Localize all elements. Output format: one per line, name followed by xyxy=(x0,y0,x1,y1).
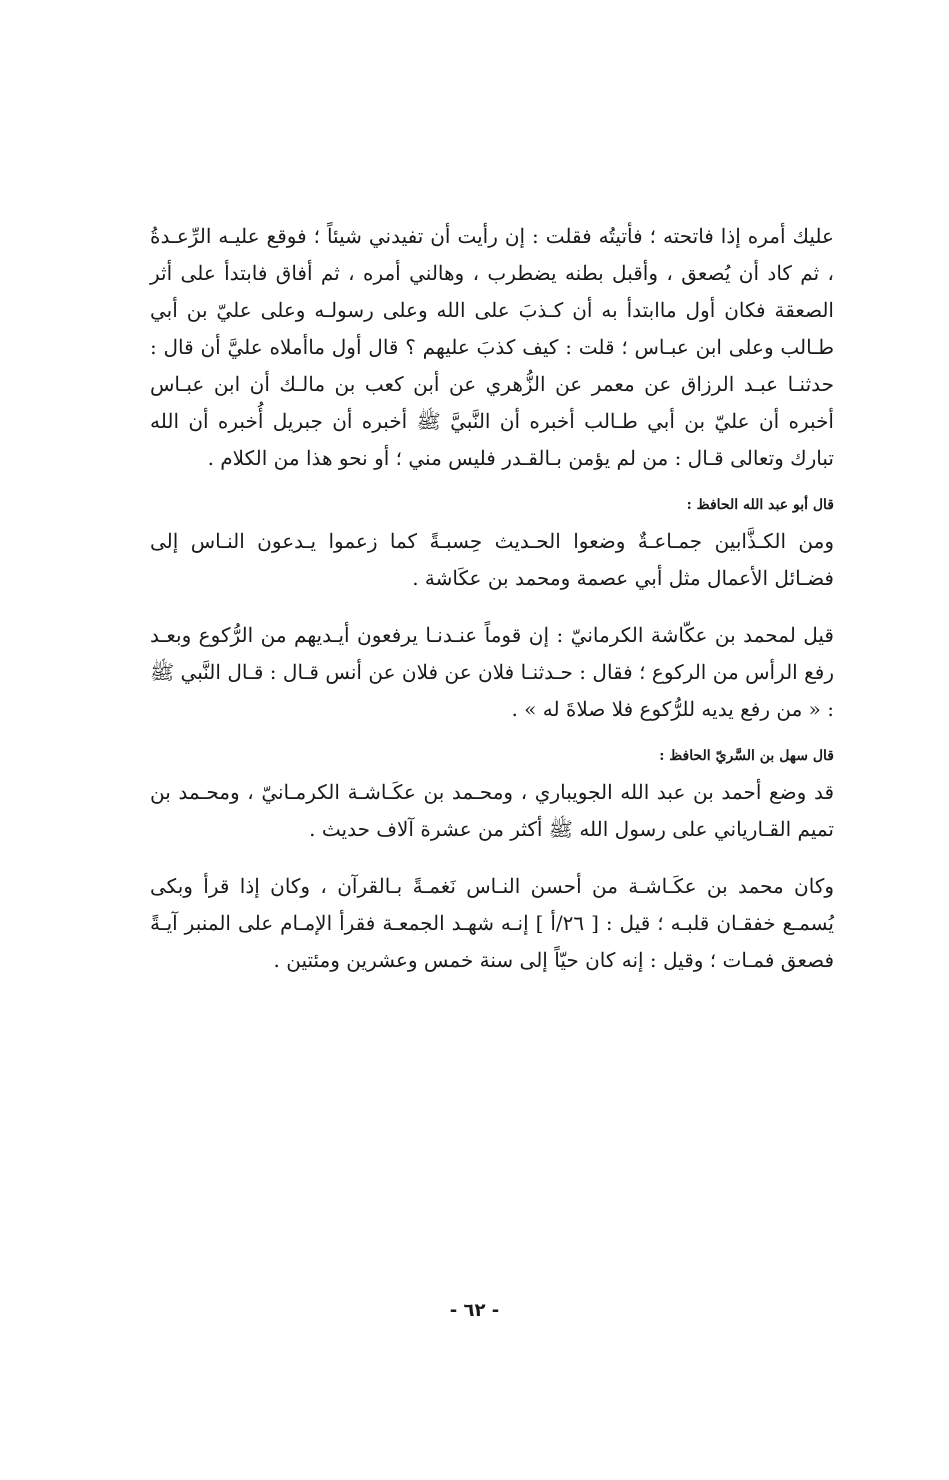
paragraph-5: وكان محمد بن عكَـاشـة من أحسن النـاس نَغمـةً بـالقرآن ، وكان إذا قرأ وبكى يُسمـع خفقـان قلبـه ؛ قيل : [ ٢٦/أ ] إنـه شهـد الجمعـة فقرأ الإمـام على المنبر آيـةً فصعق فمـات ؛ وقيل : إنه كان حيّاً إلى سنة خمس وعشرين ومئتين . xyxy=(150,874,834,972)
spacer xyxy=(150,728,834,746)
spacer xyxy=(150,766,834,774)
spacer xyxy=(150,848,834,868)
paragraph-1: عليك أمره إذا فاتحته ؛ فأتيتُه فقلت : إن رأيت أن تفيدني شيئاً ؛ فوقع عليـه الرِّعـدةُ ، ثم كاد أن يُصعق ، وأقبل بطنه يضطرب ، وهالني أمره ، ثم أفاق فابتدأ على أثر الصعقة فكان أول ماابتدأ به أن كـذبَ على الله وعلى رسولـه وعلى عليّ بن أبي طـالب وعلى ابن عبـاس ؛ قلت : كيف كذبَ عليهم ؟ قال أول ماأملاه عليَّ أن قال : حدثنـا عبـد الرزاق عن معمر عن الزُّهري عن أبن كعب بن مالـك أن ابن عبـاس أخبره أن عليّ بن أبي طـالب أخبره أن النَّبيَّ ﷺ أخبره أن جبريل أُخبره أن الله تبارك وتعالى قـال : من لم يؤمن بـالقـدر فليس مني ؛ أو نحو هذا من الكلام . xyxy=(150,224,834,470)
spacer xyxy=(150,515,834,523)
paragraph-4: قد وضع أحمد بن عبد الله الجويباري ، ومحـمد بن عكَـاشـة الكرمـانيّ ، ومحـمد بن تميم القـارياني على رسول الله ﷺ أكثر من عشرة آلاف حديث . xyxy=(150,780,834,841)
paragraph-2: ومن الكـذَّابين جمـاعـةٌ وضعوا الحـديث حِسبـةً كما زعموا يـدعون النـاس إلى فضـائل الأعمال مثل أبي عصمة ومحمد بن عكَاشة . xyxy=(150,529,834,590)
spacer xyxy=(150,477,834,495)
page-body xyxy=(150,218,834,979)
section-heading-2: قال سهل بن السَّريّ الحافظ : xyxy=(659,748,834,764)
spacer xyxy=(150,597,834,617)
paragraph-3: قيل لمحمد بن عكّاشة الكرمانيّ : إن قوماً عنـدنـا يرفعون أيـديهم من الرُّكوع وبعـد رفع الرأس من الركوع ؛ فقال : حـدثنـا فلان عن فلان عن أنس قـال : قـال النَّبي ﷺ : « من رفع يديه للرُّكوع فلا صلاةَ له » . xyxy=(150,623,834,721)
section-heading-1: قال أبو عبد الله الحافظ : xyxy=(686,497,834,513)
page-number: - ٦٢ - xyxy=(449,1300,500,1321)
